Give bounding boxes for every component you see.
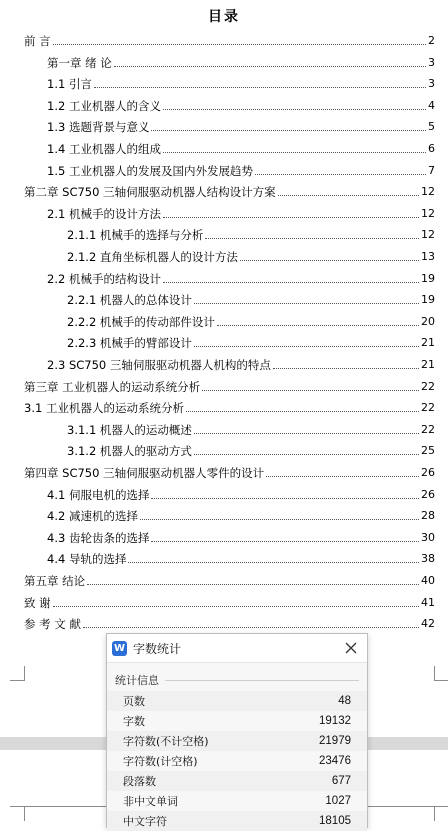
toc-page-number: 21 [421,358,435,371]
stats-list [107,691,367,831]
toc-entry-text: 2.2.1 机器人的总体设计 [67,293,192,308]
toc-leader-dots [217,325,419,326]
toc-leader-dots [194,346,419,347]
toc-leader-dots [240,260,419,261]
close-icon [345,642,357,654]
toc-entry[interactable] [67,311,435,329]
toc-leader-dots [205,238,419,239]
toc-leader-dots [87,584,419,585]
stat-row [107,751,367,771]
toc-page-number: 13 [421,250,435,263]
toc-leader-dots [114,66,426,67]
toc-entry[interactable] [24,613,435,631]
page-margin-line [368,806,434,807]
toc-leader-dots [53,44,426,45]
toc-entry[interactable] [47,354,435,372]
toc-entry-text: 1.2 工业机器人的含义 [47,98,161,113]
toc-entry-text: 2.1.2 直角坐标机器人的设计方法 [67,250,238,264]
stat-label: 非中文单词 [123,795,178,808]
stat-value: 1027 [325,795,351,807]
toc-entry-text: 1.1 引言 [47,77,92,92]
toc-leader-dots [163,282,419,283]
stat-label: 中文字符 [123,815,167,828]
toc-entry-text: 第三章 工业机器人的运动系统分析 [24,379,201,394]
toc-page-number: 41 [421,595,435,609]
toc-leader-dots [128,562,419,563]
toc-page-number: 25 [421,444,435,458]
toc-title: 目录 [208,9,240,25]
toc-entry[interactable] [67,419,435,437]
toc-entry-text: 1.3 选题背景与意义 [47,120,150,135]
toc-entry-text: 第五章 结论 [24,574,86,588]
toc-entry[interactable] [47,160,435,178]
toc-page-number: 7 [428,163,435,177]
toc-page-number: 26 [421,487,435,501]
toc-entry-text: 1.5 工业机器人的发展及国内外发展趋势 [47,163,253,178]
toc-entry-text: 第一章 绪 论 [47,55,112,70]
toc-leader-dots [151,130,426,131]
stat-value: 48 [338,695,351,707]
toc-page-number: 3 [428,77,435,91]
toc-entry[interactable] [67,289,435,307]
toc-page-number: 26 [421,466,435,479]
toc-leader-dots [194,454,419,455]
toc-entry-text: 4.3 齿轮齿条的选择 [47,530,150,545]
toc-leader-dots [255,174,426,175]
stat-row [107,771,367,791]
toc-page-number: 2 [428,34,435,47]
toc-leader-dots [278,195,419,196]
stat-value: 19132 [319,715,351,727]
page-margin-line [24,806,106,807]
word-count-dialog [106,633,368,828]
toc-entry-text: 致 谢 [24,595,51,610]
toc-entry-text: 3.1 工业机器人的运动系统分析 [24,401,184,416]
toc-entry[interactable] [47,95,435,113]
toc-page-number: 6 [428,142,435,155]
toc-entry-text: 2.3 SC750 三轴伺服驱动机器人机构的特点 [47,358,271,372]
section-label: 统计信息 [115,674,159,687]
toc-entry[interactable] [24,592,435,610]
toc-entry[interactable] [67,224,435,242]
toc-page-number: 5 [428,120,435,134]
page-corner-mark [10,806,25,821]
toc-leader-dots [151,541,419,542]
toc-entry-text: 3.1.2 机器人的驱动方式 [67,444,192,459]
section-divider [165,680,359,681]
toc-leader-dots [140,519,419,520]
toc-page-number: 12 [421,185,435,199]
toc-entry[interactable] [24,376,435,394]
close-button[interactable] [343,640,359,656]
toc-entry-text: 4.1 伺服电机的选择 [47,487,150,502]
toc-entry[interactable] [24,397,435,415]
toc-leader-dots [186,411,419,412]
toc-entry-text: 参 考 文 献 [24,617,81,632]
toc-leader-dots [194,303,419,304]
stat-row [107,691,367,711]
toc-entry[interactable] [67,440,435,458]
toc-leader-dots [83,627,419,628]
toc-entry[interactable] [67,246,435,264]
toc-leader-dots [151,498,419,499]
toc-entry-text: 第二章 SC750 三轴伺服驱动机器人结构设计方案 [24,185,276,200]
stat-label: 字数 [123,715,145,728]
toc-page-number: 4 [428,98,435,112]
stats-section-header [107,669,367,691]
stat-label: 段落数 [123,775,156,788]
stat-label: 字符数(不计空格) [123,735,209,748]
toc-entry[interactable] [47,203,435,221]
toc-page-number: 22 [421,422,435,436]
toc-entry-text: 前 言 [24,34,51,48]
stat-value: 21979 [319,735,351,747]
toc-page-number: 19 [421,271,435,285]
dialog-title: 字数统计 [133,641,182,656]
toc-leader-dots [163,152,426,153]
toc-leader-dots [53,606,419,607]
toc-entry-text: 2.1 机械手的设计方法 [47,206,161,221]
toc-entry[interactable] [47,138,435,156]
page-corner-mark [10,666,25,681]
toc-leader-dots [163,217,419,218]
toc-page-number: 40 [421,574,435,587]
toc-entry-text: 2.2.2 机械手的传动部件设计 [67,314,215,329]
toc-entry-text: 4.4 导轨的选择 [47,552,127,567]
toc-entry-text: 第四章 SC750 三轴伺服驱动机器人零件的设计 [24,466,265,480]
toc-entry[interactable] [47,548,435,566]
page-corner-mark [434,666,448,681]
toc-entry[interactable] [47,116,435,134]
toc-page-number: 38 [421,552,435,566]
toc-entry[interactable] [47,52,435,70]
toc-entry-text: 2.2 机械手的结构设计 [47,271,161,286]
toc-entry-text: 3.1.1 机器人的运动概述 [67,422,192,437]
toc-leader-dots [94,87,426,88]
toc-page-number: 12 [421,206,435,220]
word-app-icon: W [113,642,126,654]
stat-label: 页数 [123,695,145,708]
toc-page-number: 28 [421,509,435,523]
toc-page-number: 30 [421,530,435,544]
toc-page-number: 42 [421,617,435,631]
toc-leader-dots [194,433,419,434]
stat-row [107,731,367,751]
toc-entry-text: 2.2.3 机械手的臂部设计 [67,336,192,351]
toc-page-number: 21 [421,336,435,350]
toc-leader-dots [163,109,426,110]
stat-label: 字符数(计空格) [123,755,198,768]
toc-page-number: 3 [428,55,435,69]
toc-entry[interactable] [47,505,435,523]
toc-leader-dots [202,390,419,391]
toc-entry[interactable] [47,484,435,502]
toc-page-number: 20 [421,314,435,328]
toc-leader-dots [273,368,419,369]
toc-leader-dots [266,476,419,477]
stat-value: 677 [331,775,351,787]
stat-value: 18105 [319,815,351,827]
toc-entry[interactable] [24,181,435,199]
toc-entry[interactable] [47,73,435,91]
stat-value: 23476 [319,755,351,767]
toc-entry[interactable] [47,268,435,286]
toc-page-number: 19 [421,293,435,307]
toc-entry-text: 4.2 减速机的选择 [47,509,138,524]
toc-entry[interactable] [67,332,435,350]
page-corner-mark [434,806,448,821]
toc-entry-text: 1.4 工业机器人的组成 [47,142,161,156]
toc-entry[interactable] [24,30,435,48]
toc-page-number: 22 [421,401,435,415]
toc-page-number: 12 [421,228,435,242]
toc-entry[interactable] [24,462,435,480]
toc-entry[interactable] [24,570,435,588]
stat-row [107,711,367,731]
toc-entry[interactable] [47,527,435,545]
stat-row [107,811,367,831]
dialog-header [107,634,367,663]
toc-page-number: 22 [421,379,435,393]
stat-row [107,791,367,811]
toc-entry-text: 2.1.1 机械手的选择与分析 [67,228,204,243]
